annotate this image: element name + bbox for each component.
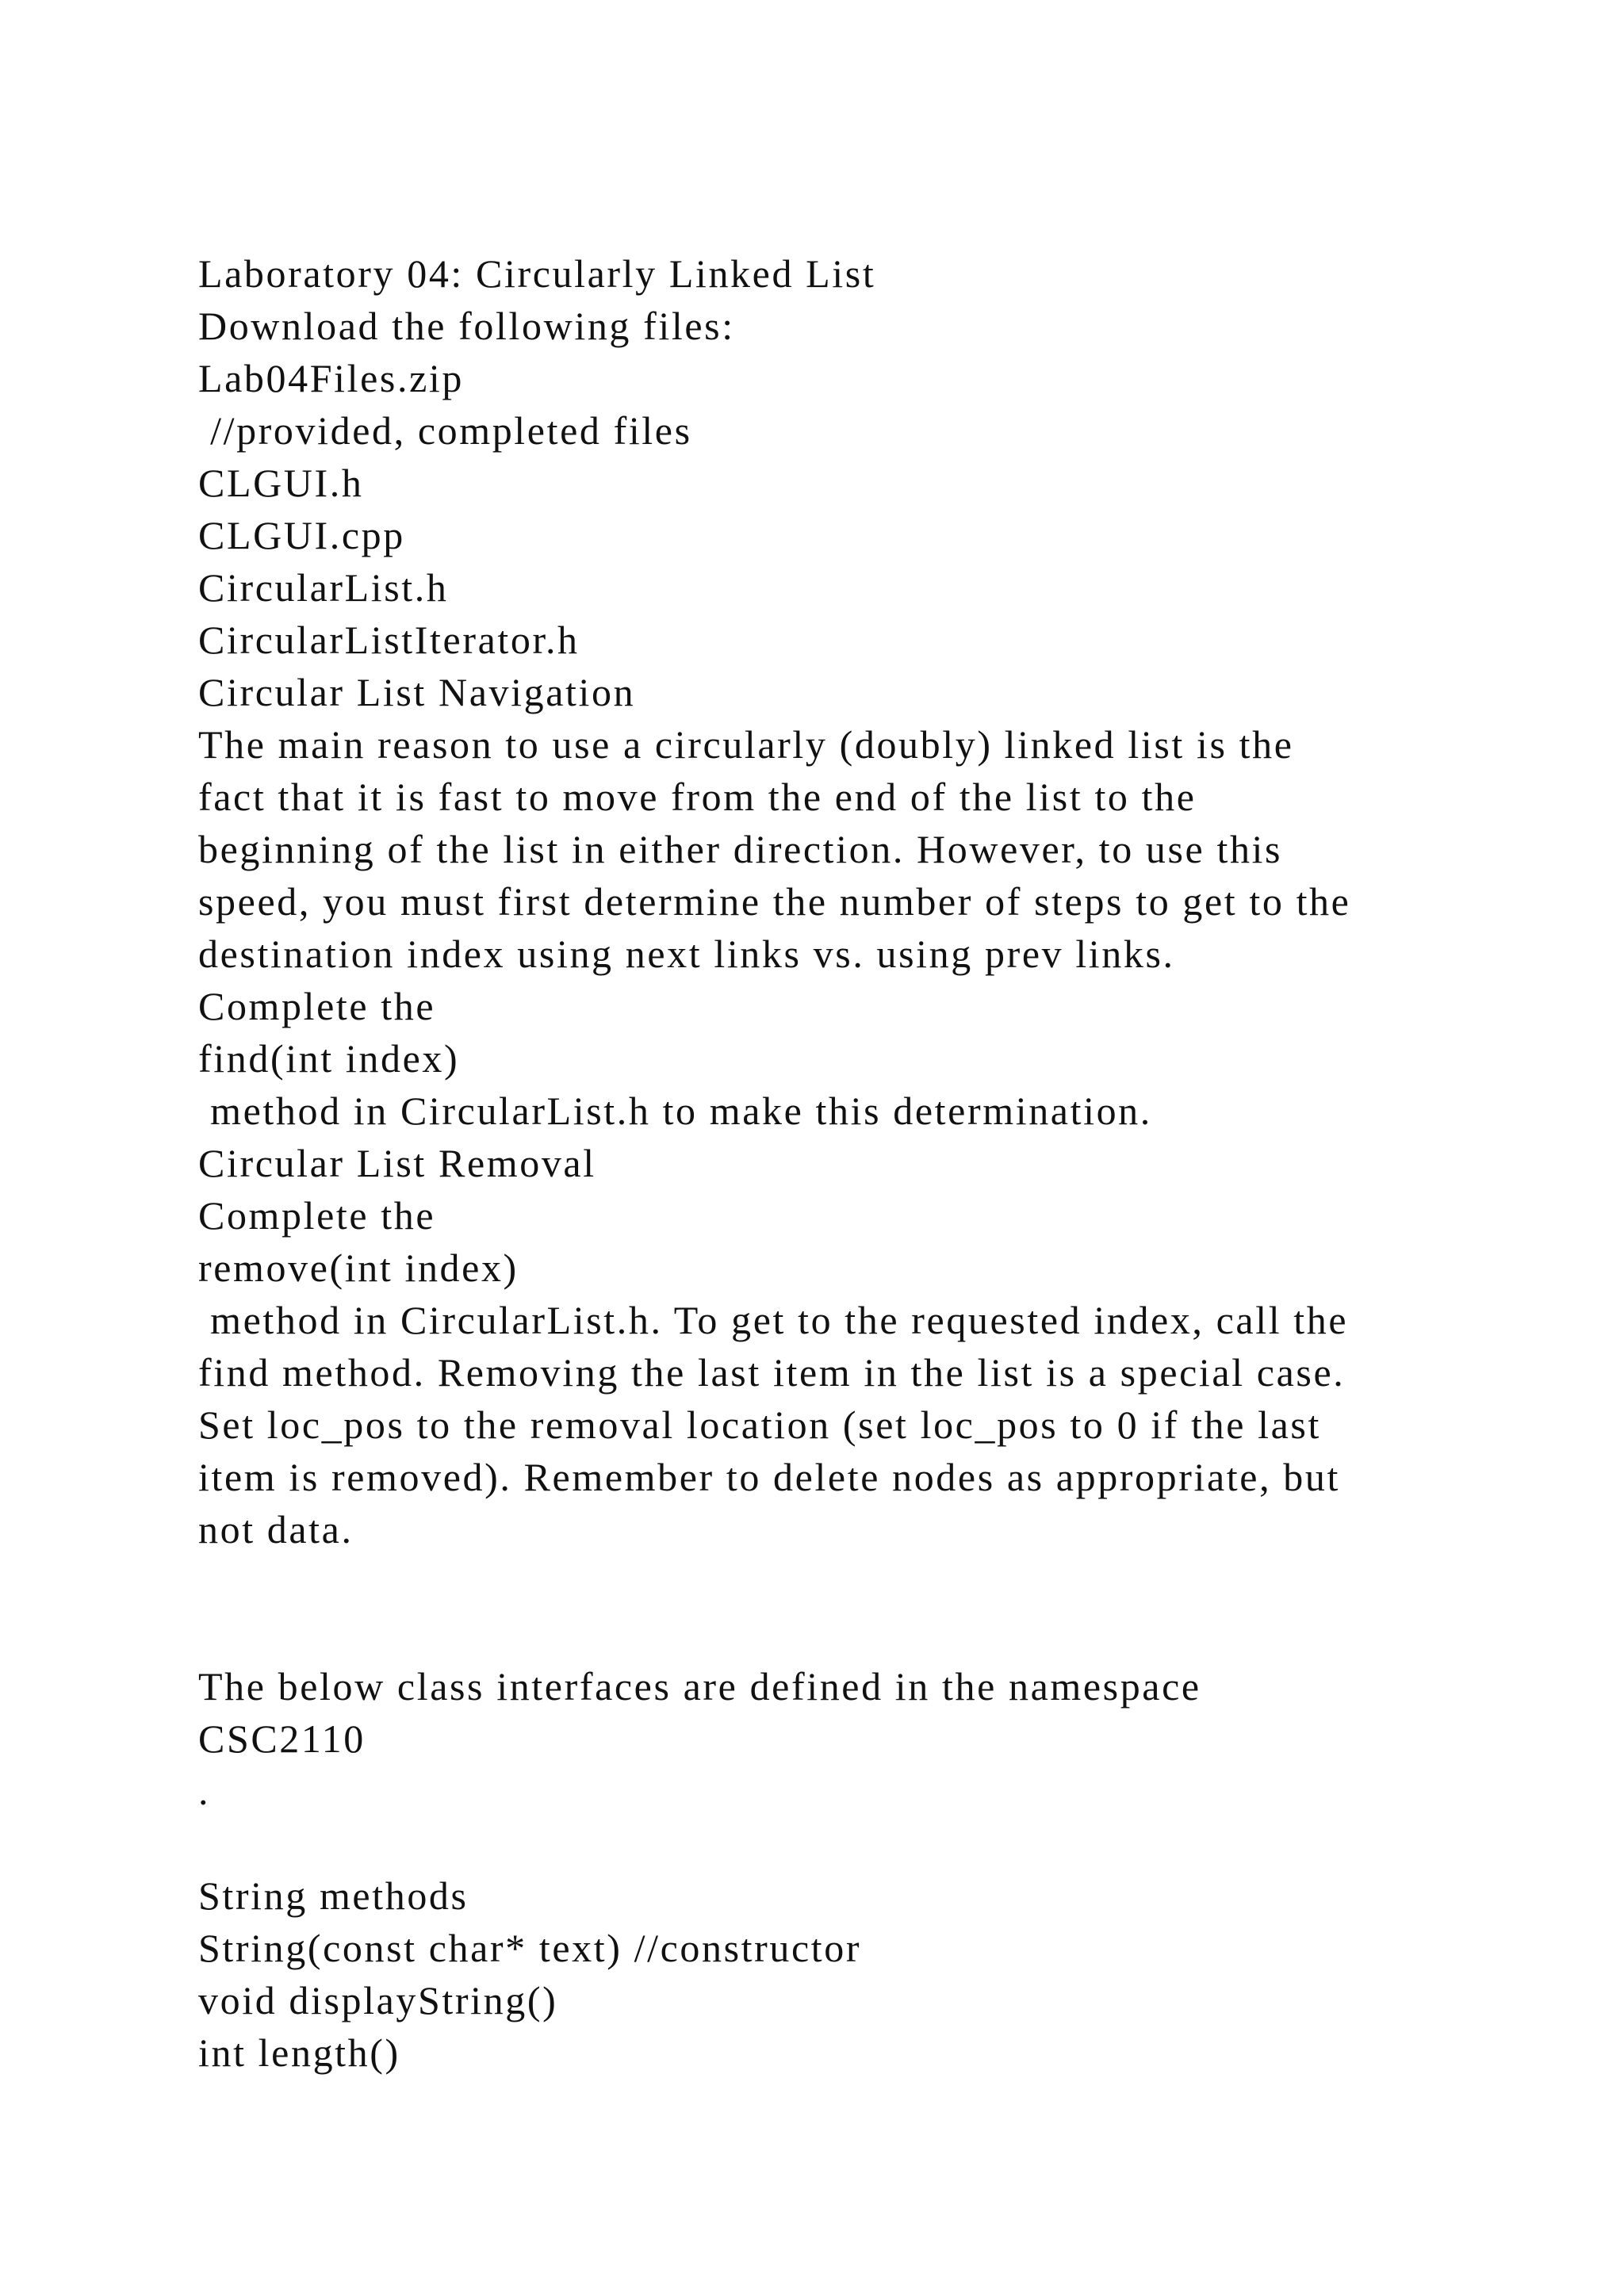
file-name: CircularList.h (198, 565, 449, 610)
paragraph-line: Complete the (198, 984, 436, 1028)
paragraph-line: fact that it is fast to move from the end of the list to the (198, 775, 1197, 819)
document-title: Laboratory 04: Circularly Linked List (198, 251, 876, 296)
method-name: remove(int index) (198, 1246, 519, 1290)
section-heading: Circular List Navigation (198, 670, 636, 714)
file-name: CircularListIterator.h (198, 618, 580, 662)
namespace-name: CSC2110 (198, 1716, 366, 1761)
file-name: CLGUI.cpp (198, 513, 405, 557)
paragraph-line: speed, you must first determine the number of steps to get to the (198, 879, 1351, 924)
punctuation-line: . (198, 1769, 211, 1813)
paragraph-line: beginning of the list in either direction. However, to use this (198, 827, 1283, 871)
section-heading: Circular List Removal (198, 1141, 596, 1185)
text-line: //provided, completed files (198, 408, 692, 453)
paragraph-line: find method. Removing the last item in the list is a special case. (198, 1350, 1346, 1395)
blank-line (198, 1608, 1546, 1660)
blank-line (198, 1817, 1546, 1869)
paragraph-line: item is removed). Remember to delete nodes as appropriate, but (198, 1455, 1340, 1499)
paragraph-line: destination index using next links vs. using prev links. (198, 932, 1175, 976)
file-name: Lab04Files.zip (198, 356, 464, 400)
paragraph-line: Set loc_pos to the removal location (set loc_pos to 0 if the last (198, 1402, 1321, 1447)
method-signature: String(const char* text) //constructor (198, 1926, 862, 1970)
paragraph-line: Complete the (198, 1193, 436, 1238)
section-heading: String methods (198, 1873, 469, 1918)
paragraph-line: The main reason to use a circularly (doubly) linked list is the (198, 722, 1294, 767)
blank-line (198, 1556, 1546, 1608)
paragraph-line: The below class interfaces are defined in the namespace (198, 1664, 1201, 1709)
method-name: find(int index) (198, 1036, 460, 1081)
file-name: CLGUI.h (198, 461, 364, 505)
method-signature: int length() (198, 2030, 400, 2075)
method-signature: void displayString() (198, 1978, 558, 2022)
paragraph-line: method in CircularList.h. To get to the requested index, call the (198, 1298, 1349, 1342)
paragraph-line: not data. (198, 1507, 354, 1552)
document-body (198, 247, 1546, 2079)
text-line: Download the following files: (198, 304, 735, 348)
paragraph-line: method in CircularList.h to make this determination. (198, 1089, 1152, 1133)
